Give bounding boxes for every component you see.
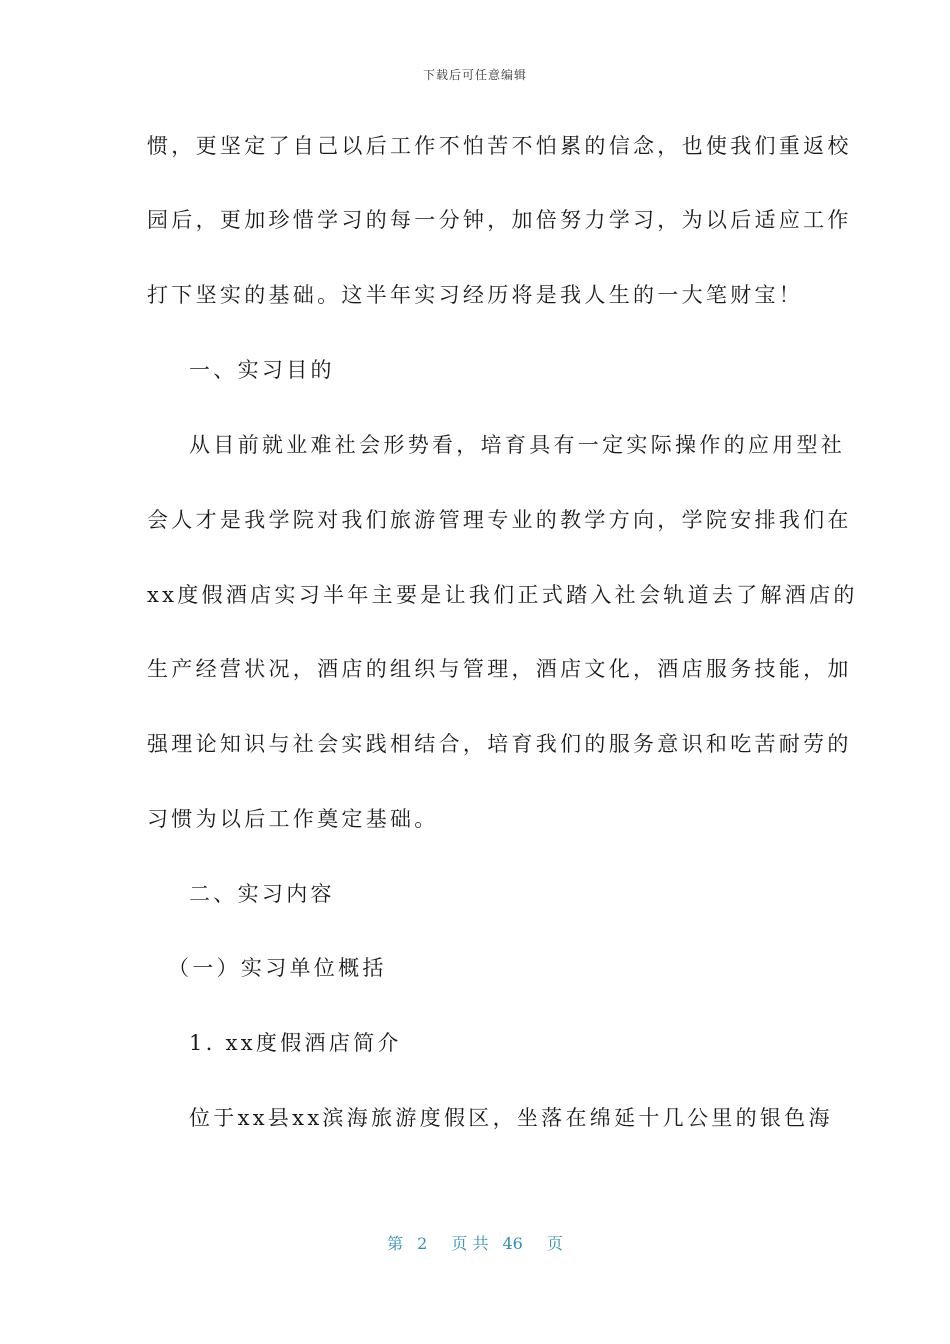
paragraph-line: 惯，更坚定了自己以后工作不怕苦不怕累的信念，也使我们重返校	[147, 134, 852, 158]
footer-page-total: 46	[502, 1234, 523, 1253]
paragraph-line: 位于xx县xx滨海旅游度假区，坐落在绵延十几公里的银色海	[189, 1106, 833, 1130]
paragraph-line: 生产经营状况，酒店的组织与管理，酒店文化，酒店服务技能，加	[147, 657, 852, 681]
section-heading: 一、实习目的	[189, 358, 335, 382]
page-header-note: 下载后可任意编辑	[422, 68, 527, 82]
footer-page-suffix: 页	[546, 1234, 563, 1253]
subsection-heading: 1. xx度假酒店简介	[189, 1031, 402, 1055]
paragraph-line: 会人才是我学院对我们旅游管理专业的教学方向，学院安排我们在	[147, 508, 852, 532]
paragraph-line: 从目前就业难社会形势看，培育具有一定实际操作的应用型社	[189, 433, 846, 457]
paragraph-line: xx度假酒店实习半年主要是让我们正式踏入社会轨道去了解酒店的	[147, 583, 858, 607]
footer-page-number: 2	[417, 1234, 428, 1253]
footer-page-mid: 页 共	[451, 1234, 489, 1253]
section-heading: 二、实习内容	[189, 882, 335, 906]
paragraph-line: 打下坚实的基础。这半年实习经历将是我人生的一大笔财宝！	[147, 283, 804, 307]
paragraph-line: 园后，更加珍惜学习的每一分钟，加倍努力学习，为以后适应工作	[147, 208, 852, 232]
paragraph-line: 习惯为以后工作奠定基础。	[147, 807, 439, 831]
footer-page-prefix: 第	[387, 1234, 404, 1253]
paragraph-line: 强理论知识与社会实践相结合，培育我们的服务意识和吃苦耐劳的	[147, 732, 852, 756]
page-footer	[0, 1231, 950, 1254]
subsection-heading: （一）实习单位概括	[168, 956, 387, 980]
